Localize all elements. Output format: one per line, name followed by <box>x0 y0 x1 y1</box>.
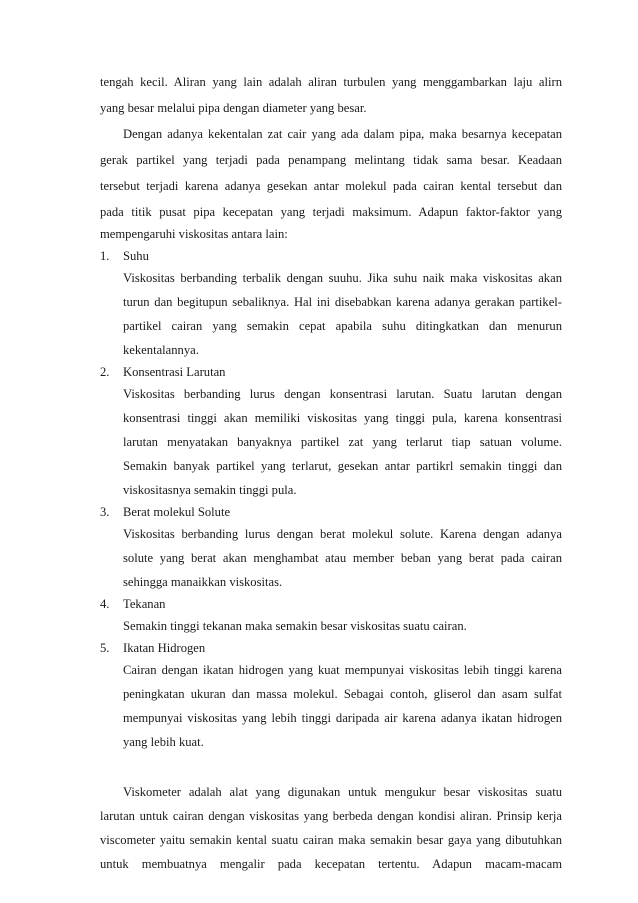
paragraph-2-line-2: gerak partikel yang terjadi pada penampang melintang tidak sama besar. Keadaan <box>100 153 562 167</box>
factor-1-line-3: partikel cairan yang semakin cepat apabila suhu ditingkatkan dan menurun <box>123 319 562 333</box>
factor-1-line-1: Viskositas berbanding terbalik dengan suuhu. Jika suhu naik maka viskositas akan <box>123 271 562 285</box>
paragraph-2-line-5: mempengaruhi viskositas antara lain: <box>100 227 288 241</box>
factor-2-line-3: larutan menyatakan banyaknya partikel zat yang terlarut tiap satuan volume. <box>123 435 562 449</box>
factor-heading-berat-molekul: Berat molekul Solute <box>123 505 231 519</box>
factor-5-line-2: peningkatan ukuran dan massa molekul. Sebagai contoh, gliserol dan asam sulfat <box>123 687 562 701</box>
factor-4-line-1: Semakin tinggi tekanan maka semakin besar viskositas suatu cairan. <box>123 619 467 633</box>
list-number-2: 2. <box>100 365 110 379</box>
factor-heading-suhu: Suhu <box>123 249 149 263</box>
list-number-1: 1. <box>100 249 110 263</box>
paragraph-3-line-2: larutan untuk cairan dengan viskositas yang berbeda dengan kondisi aliran. Prinsip kerja <box>100 809 562 823</box>
paragraph-3-line-1: Viskometer adalah alat yang digunakan untuk mengukur besar viskositas suatu <box>123 785 562 799</box>
factor-2-line-5: viskositasnya semakin tinggi pula. <box>123 483 297 497</box>
factor-3-line-1: Viskositas berbanding lurus dengan berat molekul solute. Karena dengan adanya <box>123 527 562 541</box>
factor-5-line-4: yang lebih kuat. <box>123 735 204 749</box>
factor-5-line-3: mempunyai viskositas yang lebih tinggi daripada air karena adanya ikatan hidrogen <box>123 711 562 725</box>
factor-2-line-4: Semakin banyak partikel yang terlarut, gesekan antar partikrl semakin tinggi dan <box>123 459 562 473</box>
list-number-4: 4. <box>100 597 110 611</box>
factor-3-line-3: sehingga manaikkan viskositas. <box>123 575 283 589</box>
paragraph-2-line-3: tersebut terjadi karena adanya gesekan antar molekul pada cairan kental tersebut dan <box>100 179 562 193</box>
factor-3-line-2: solute yang berat akan menghambat atau member beban yang berat pada cairan <box>123 551 562 565</box>
paragraph-2-line-1: Dengan adanya kekentalan zat cair yang ada dalam pipa, maka besarnya kecepatan <box>123 127 562 141</box>
factor-2-line-2: konsentrasi tinggi akan memiliki viskositas yang tinggi pula, karena konsentrasi <box>123 411 562 425</box>
factor-heading-konsentrasi: Konsentrasi Larutan <box>123 365 226 379</box>
factor-5-line-1: Cairan dengan ikatan hidrogen yang kuat mempunyai viskositas lebih tinggi karena <box>123 663 562 677</box>
factor-1-line-2: turun dan begitupun sebaliknya. Hal ini disebabkan karena adanya gerakan partikel- <box>123 295 562 309</box>
paragraph-1-line-1: tengah kecil. Aliran yang lain adalah aliran turbulen yang menggambarkan laju alirn <box>100 75 562 89</box>
list-number-3: 3. <box>100 505 110 519</box>
paragraph-2-line-4: pada titik pusat pipa kecepatan yang terjadi maksimum. Adapun faktor-faktor yang <box>100 205 562 219</box>
paragraph-3-line-4: untuk membuatnya mengalir pada kecepatan tertentu. Adapun macam-macam <box>100 857 562 871</box>
list-number-5: 5. <box>100 641 110 655</box>
factor-1-line-4: kekentalannya. <box>123 343 199 357</box>
paragraph-3-line-3: viscometer yaitu semakin kental suatu cairan maka semakin besar gaya yang dibutuhkan <box>100 833 562 847</box>
factor-2-line-1: Viskositas berbanding lurus dengan konsentrasi larutan. Suatu larutan dengan <box>123 387 562 401</box>
factor-heading-tekanan: Tekanan <box>123 597 166 611</box>
paragraph-1-line-2: yang besar melalui pipa dengan diameter yang besar. <box>100 101 367 115</box>
factor-heading-ikatan-hidrogen: Ikatan Hidrogen <box>123 641 206 655</box>
